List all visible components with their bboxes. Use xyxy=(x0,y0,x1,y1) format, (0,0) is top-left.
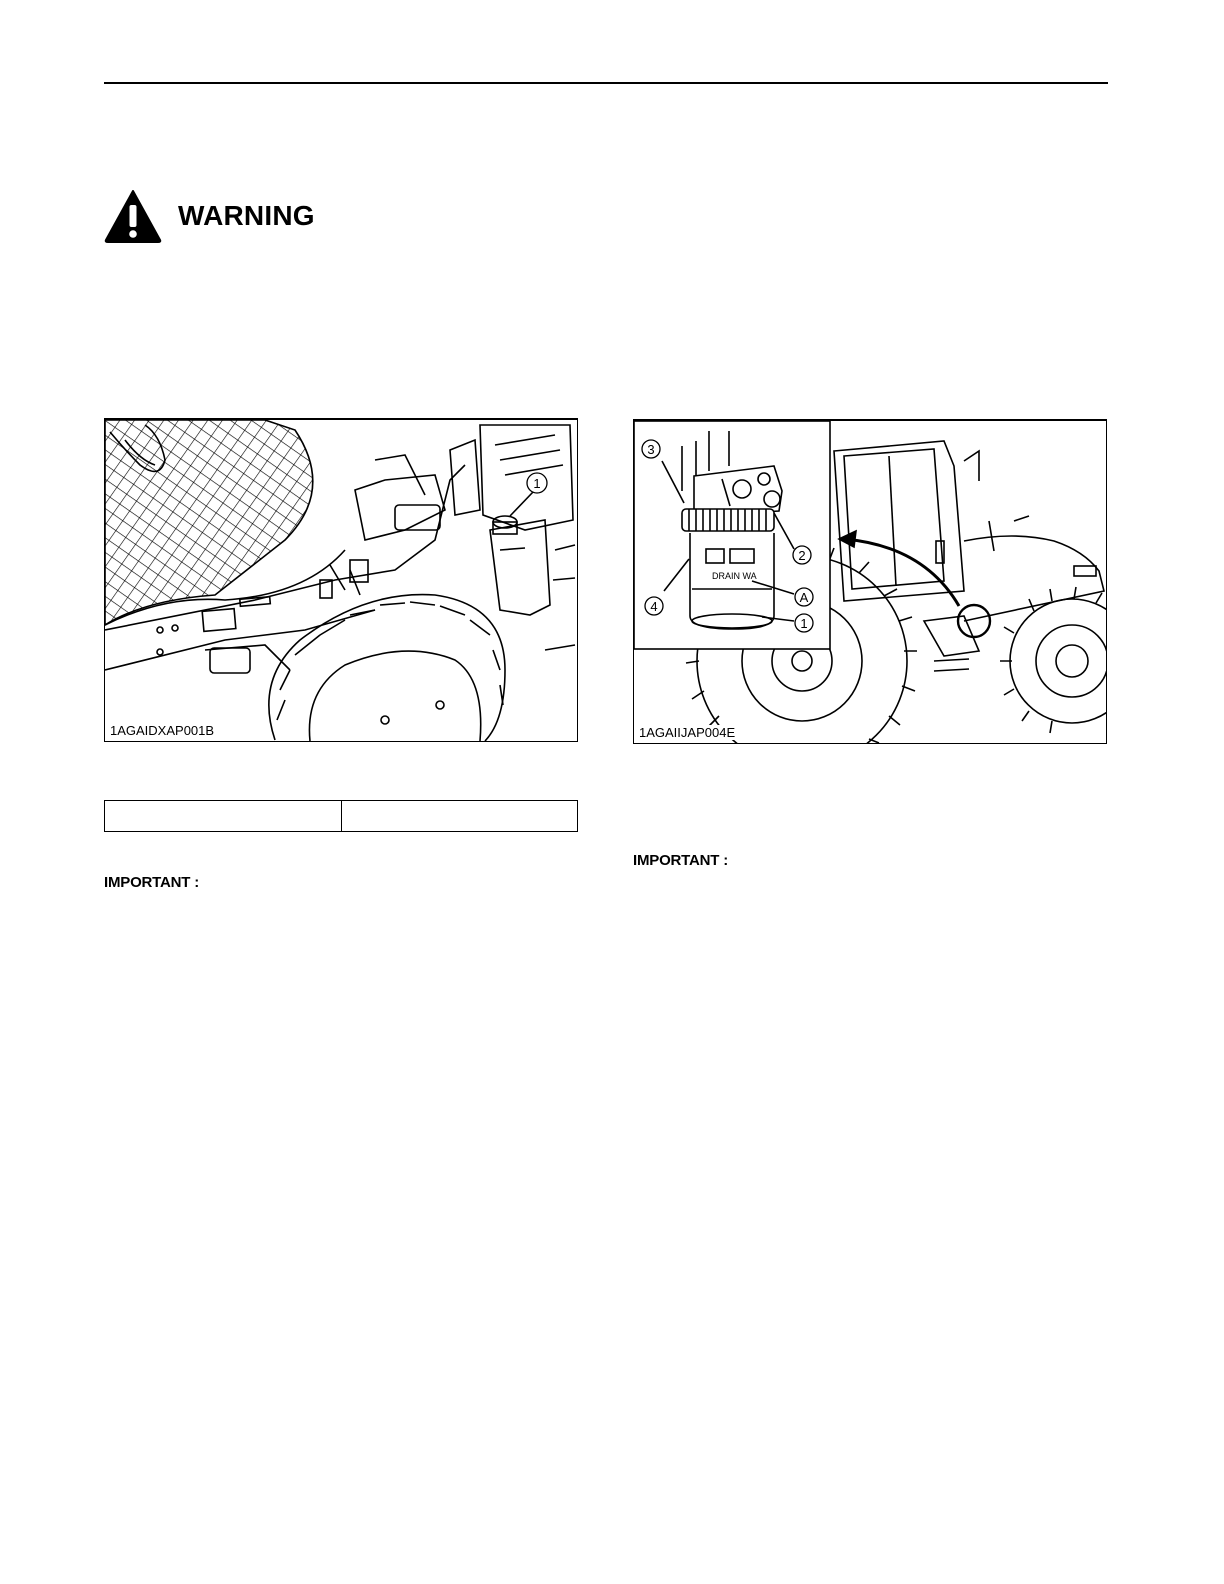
figure-water-separator xyxy=(633,419,1107,744)
callout-4: 4 xyxy=(650,599,658,614)
spec-table-cell-right xyxy=(341,801,578,832)
important-heading-left: IMPORTANT : xyxy=(104,874,200,891)
fuel-tank-illustration xyxy=(105,420,577,741)
warning-triangle-icon xyxy=(104,189,162,243)
important-heading-right: IMPORTANT : xyxy=(633,852,729,869)
warning-label: WARNING xyxy=(178,200,315,231)
callout-A: A xyxy=(799,590,809,605)
figure-fuel-tank xyxy=(104,418,578,742)
callout-1-left: 1 xyxy=(533,476,541,491)
callout-2: 2 xyxy=(798,548,806,563)
water-separator-illustration xyxy=(634,421,1106,743)
figure-code-left: 1AGAIDXAP001B xyxy=(110,723,215,738)
bowl-label: DRAIN WA xyxy=(712,571,757,581)
spec-table-cell-left xyxy=(105,801,342,832)
callout-3: 3 xyxy=(647,442,655,457)
callout-1-right: 1 xyxy=(800,616,808,631)
spec-table xyxy=(104,800,578,832)
header-rule xyxy=(104,82,1108,84)
warning-header xyxy=(104,186,315,246)
figure-code-right: 1AGAIIJAP004E xyxy=(639,725,736,740)
